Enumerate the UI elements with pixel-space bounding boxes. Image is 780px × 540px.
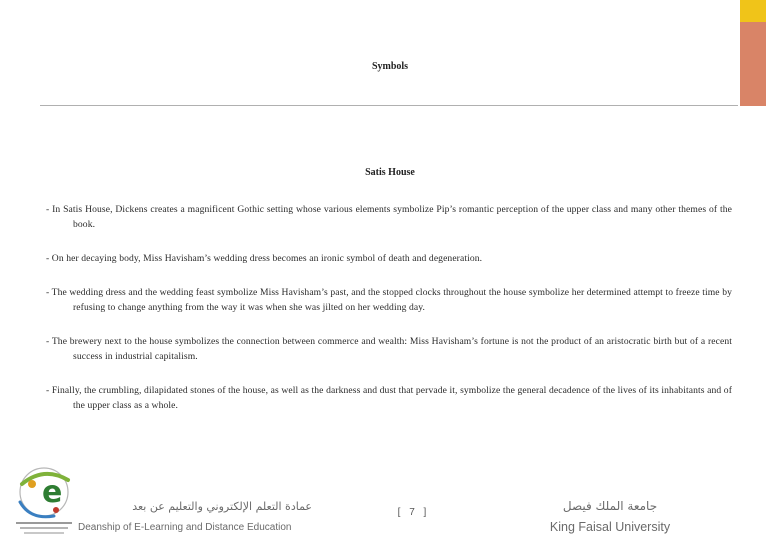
elearning-logo-icon bbox=[10, 462, 82, 538]
university-name-english: King Faisal University bbox=[549, 520, 671, 534]
deanship-name-english: Deanship of E-Learning and Distance Education bbox=[78, 522, 292, 533]
accent-bar-yellow bbox=[740, 0, 766, 22]
page-number: [ 7 ] bbox=[397, 507, 427, 518]
section-heading: Satis House bbox=[365, 167, 415, 178]
university-name-arabic: جامعة الملك فيصل bbox=[562, 499, 658, 513]
logo-letter: e bbox=[42, 475, 63, 510]
bullet-paragraph: - In Satis House, Dickens creates a magnificent Gothic setting whose various elements symbolize Pip’s romantic perception of the upper class and many other themes of the book. bbox=[46, 204, 732, 230]
bullet-paragraph: - The brewery next to the house symbolizes the connection between commerce and wealth: Miss Havisham’s fortune is not the product of an aristocratic birth but of a recent success in industrial capitalism. bbox=[46, 336, 732, 362]
slide-footer bbox=[0, 462, 780, 540]
bullet-paragraph: - Finally, the crumbling, dilapidated stones of the house, as well as the darkness and dust that pervade it, symbolize the general decadence of the lives of its inhabitants and of the upper class as a whole. bbox=[46, 385, 732, 411]
deanship-name-arabic: عمادة التعلم الإلكتروني والتعليم عن بعد bbox=[132, 500, 312, 513]
accent-bar-orange bbox=[740, 22, 766, 106]
title-divider bbox=[40, 105, 738, 106]
bullet-paragraph: - On her decaying body, Miss Havisham’s wedding dress becomes an ironic symbol of death and degeneration. bbox=[46, 253, 483, 264]
slide-title: Symbols bbox=[371, 61, 409, 72]
bullet-paragraph: - The wedding dress and the wedding feast symbolize Miss Havisham’s past, and the stopped clocks throughout the house symbolize her determined attempt to freeze time by refusing to change anything from the way it was when she was jilted on her wedding day. bbox=[46, 287, 732, 313]
